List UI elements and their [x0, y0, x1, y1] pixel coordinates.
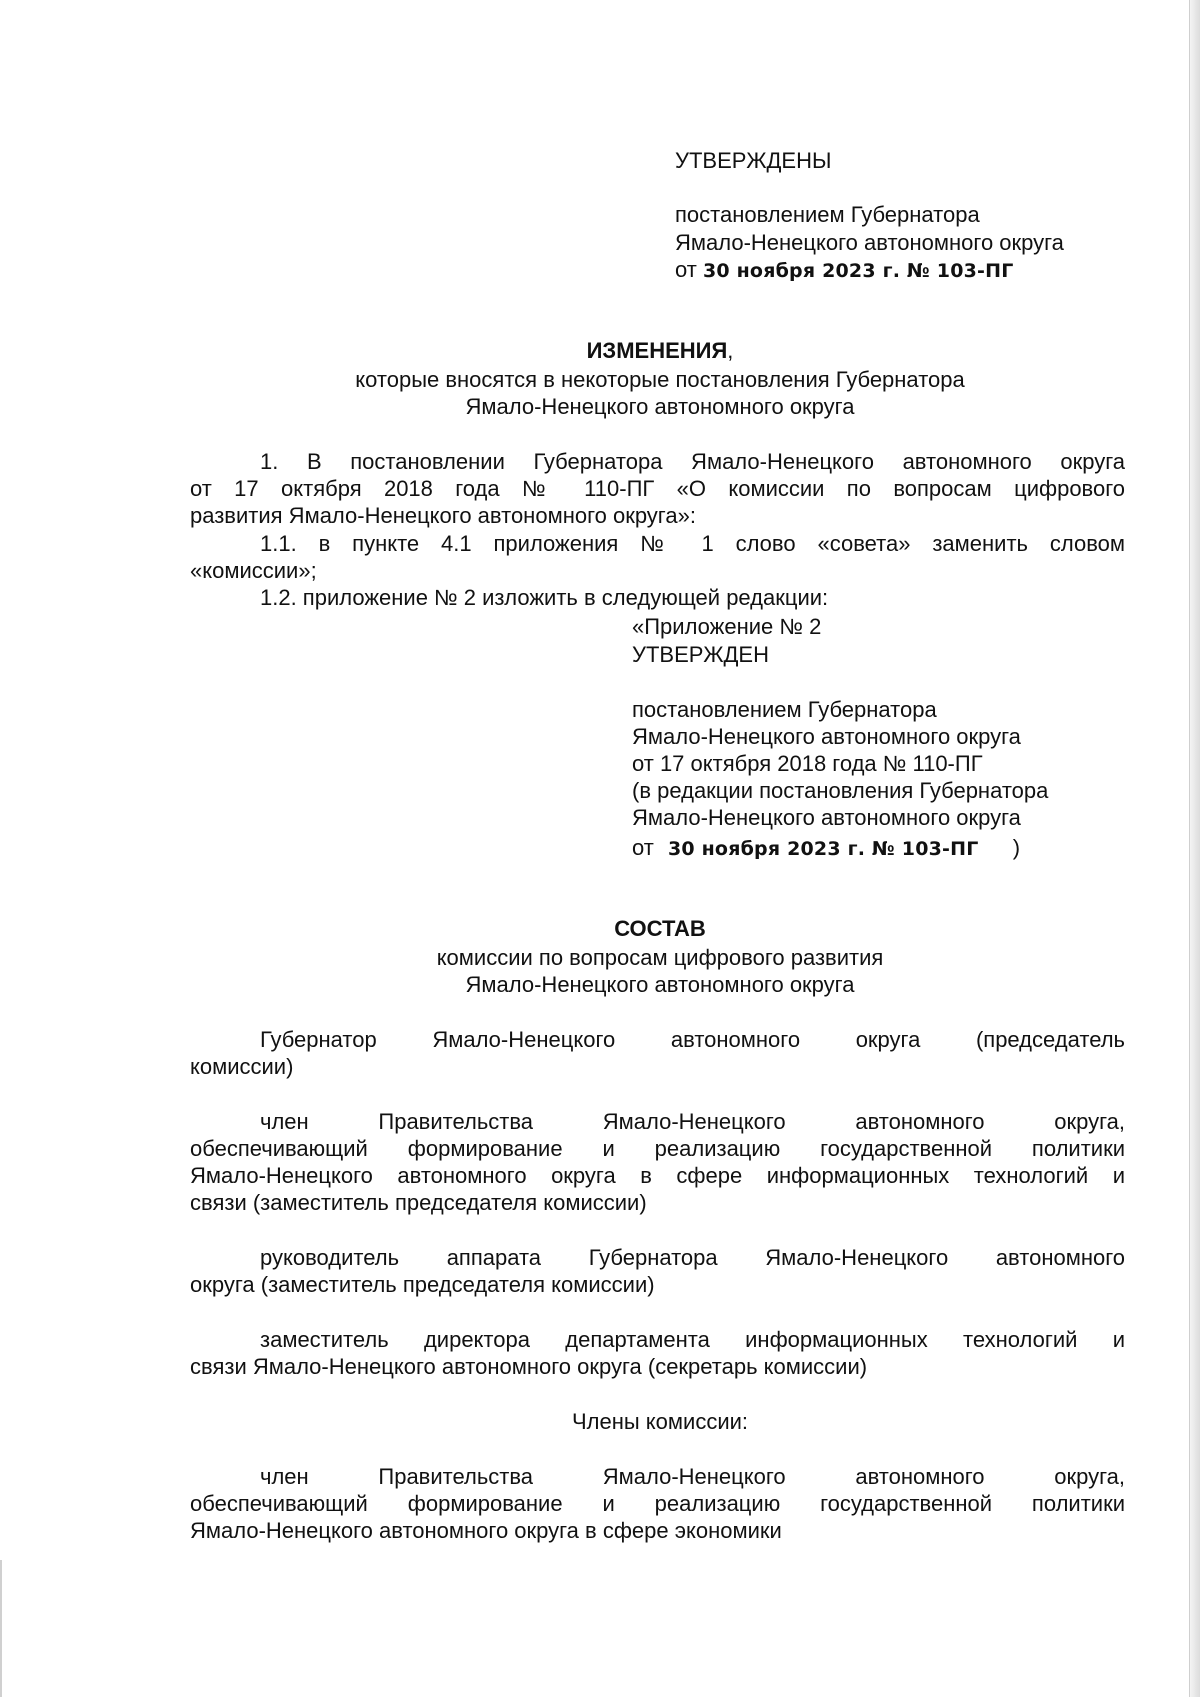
members-label: Члены комиссии: — [571, 1409, 749, 1434]
deputy-1-line-3: Ямало-Ненецкого автономного округа в сфере информационных технологий и — [190, 1163, 1125, 1188]
chair-line-1: Губернатор Ямало-Ненецкого автономного округа (председатель — [260, 1027, 1125, 1052]
deputy-1-line-2: обеспечивающий формирование и реализацию государственной политики — [190, 1136, 1125, 1161]
appendix-line-7: Ямало-Ненецкого автономного округа — [632, 805, 1021, 830]
composition-title: СОСТАВ — [614, 916, 706, 941]
changes-title: ИЗМЕНЕНИЯ — [586, 338, 728, 363]
appendix-close-paren: ) — [1012, 835, 1021, 860]
approval-line-2: Ямало-Ненецкого автономного округа — [675, 230, 1064, 255]
approval-line-1: постановлением Губернатора — [675, 202, 980, 227]
appendix-date-prefix: от — [632, 835, 654, 860]
appendix-line-1: «Приложение № 2 — [632, 614, 822, 639]
secretary-line-2: связи Ямало-Ненецкого автономного округа (секретарь комиссии) — [190, 1354, 868, 1379]
composition-subtitle-1: комиссии по вопросам цифрового развития — [436, 945, 884, 970]
appendix-date-value: 30 ноября 2023 г. № 103-ПГ — [667, 838, 979, 860]
deputy-2-line-2: округа (заместитель председателя комиссии) — [190, 1272, 655, 1297]
appendix-date-line — [632, 834, 1020, 863]
approval-date-prefix: от — [675, 257, 697, 282]
appendix-line-6: (в редакции постановления Губернатора — [632, 778, 1049, 803]
changes-subtitle-1: которые вносятся в некоторые постановления Губернатора — [355, 367, 965, 392]
approval-date-value: 30 ноября 2023 г. № 103-ПГ — [702, 260, 1014, 282]
item-1-line-1: 1. В постановлении Губернатора Ямало-Ненецкого автономного округа — [260, 449, 1125, 474]
item-1-2-line-1: 1.2. приложение № 2 изложить в следующей редакции: — [260, 585, 829, 610]
chair-line-2: комиссии) — [190, 1054, 294, 1079]
appendix-line-5: от 17 октября 2018 года № 110-ПГ — [632, 751, 983, 776]
changes-title-comma: , — [727, 338, 734, 363]
item-1-line-3: развития Ямало-Ненецкого автономного округа»: — [190, 503, 696, 528]
item-1-line-2: от 17 октября 2018 года № 110-ПГ «О комиссии по вопросам цифрового — [190, 476, 1125, 501]
page-edge-mark — [0, 1560, 2, 1697]
member-1-line-1: член Правительства Ямало-Ненецкого автономного округа, — [260, 1464, 1125, 1489]
appendix-line-3: постановлением Губернатора — [632, 697, 937, 722]
deputy-1-line-1: член Правительства Ямало-Ненецкого автономного округа, — [260, 1109, 1125, 1134]
appendix-line-4: Ямало-Ненецкого автономного округа — [632, 724, 1021, 749]
deputy-2-line-1: руководитель аппарата Губернатора Ямало-Ненецкого автономного — [260, 1245, 1125, 1270]
secretary-line-1: заместитель директора департамента информационных технологий и — [260, 1327, 1125, 1352]
member-1-line-3: Ямало-Ненецкого автономного округа в сфере экономики — [190, 1518, 782, 1543]
approval-date-line — [675, 256, 1014, 285]
item-1-1-line-2: «комиссии»; — [190, 558, 317, 583]
approval-title: УТВЕРЖДЕНЫ — [675, 148, 832, 173]
page-edge-shadow — [1189, 0, 1200, 1697]
changes-subtitle-2: Ямало-Ненецкого автономного округа — [465, 394, 855, 419]
appendix-line-2: УТВЕРЖДЕН — [632, 642, 769, 667]
changes-title-line — [180, 337, 1140, 364]
composition-subtitle-2: Ямало-Ненецкого автономного округа — [465, 972, 855, 997]
member-1-line-2: обеспечивающий формирование и реализацию государственной политики — [190, 1491, 1125, 1516]
deputy-1-line-4: связи (заместитель председателя комиссии) — [190, 1190, 647, 1215]
item-1-1-line-1: 1.1. в пункте 4.1 приложения № 1 слово «совета» заменить словом — [260, 531, 1125, 556]
